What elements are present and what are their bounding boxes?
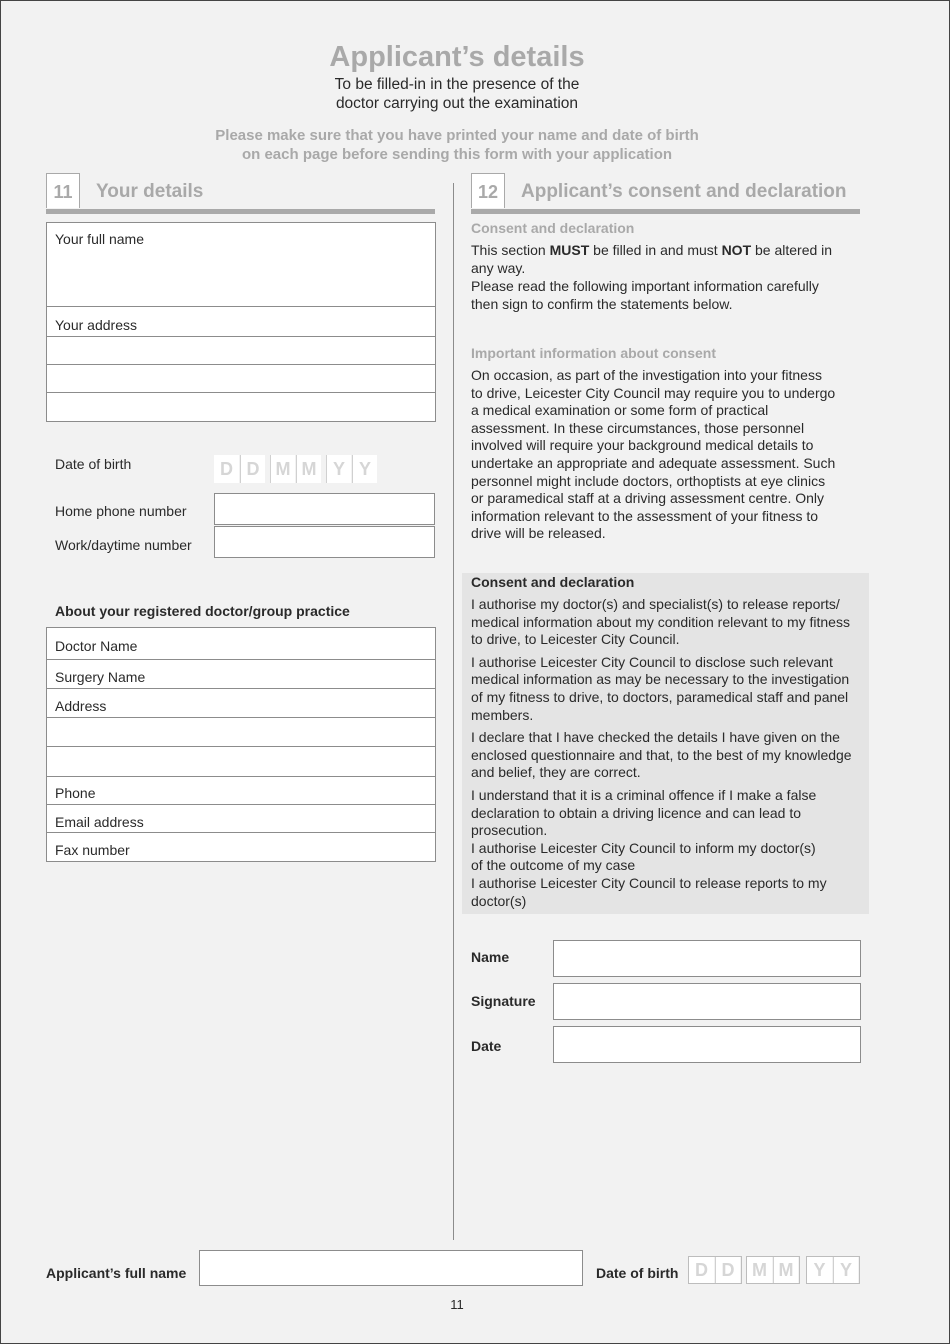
footer-dob-day-group	[688, 1256, 742, 1284]
doctor-email-field[interactable]	[47, 804, 435, 832]
page-title: Applicant’s details	[329, 41, 585, 73]
work-phone-field[interactable]	[214, 526, 435, 558]
full-name-label: Your full name	[55, 231, 144, 247]
dob-label: Date of birth	[55, 456, 132, 472]
subtitle-line-1: To be filled-in in the presence of the	[334, 76, 580, 93]
important-info-text: On occasion, as part of the investigation into your fitness to drive, Leicester City Council may require you to undergo a medical examination or some form of practical assessment. In these circumstances, those personnel involved will require your background medical details to undertake an appropriate and adequate assessment. Such personnel might include doctors, orthoptists at eye clinics or paramedical staff at a driving assessment centre. Only information relevant to the assessment of your fitness to drive will be released.	[471, 367, 836, 542]
footer-dob-year-group	[806, 1256, 860, 1284]
doctor-address-line-3-field[interactable]	[47, 746, 435, 776]
doctor-fax-label: Fax number	[55, 842, 130, 858]
section-12-number: 12	[471, 173, 505, 208]
must-text-mid: be filled in and must	[589, 242, 722, 258]
notice-line-2: on each page before sending this form with your application	[241, 146, 673, 163]
notice-line-1: Please make sure that you have printed your name and date of birth	[215, 127, 699, 144]
doctor-address-label: Address	[55, 698, 107, 714]
signature-field[interactable]	[553, 983, 861, 1020]
doctor-email-label: Email address	[55, 814, 144, 830]
print-notice	[1, 126, 913, 164]
dob-day-group	[214, 455, 266, 483]
surgery-name-label: Surgery Name	[55, 669, 146, 685]
dob-month-1[interactable]: M	[270, 455, 295, 483]
doctor-name-label: Doctor Name	[55, 638, 138, 654]
doctor-address-line-1-field[interactable]	[47, 688, 435, 717]
doctor-phone-label: Phone	[55, 785, 96, 801]
doctor-fax-field[interactable]	[47, 832, 435, 861]
footer-dob-year-2[interactable]: Y	[833, 1257, 858, 1283]
page-subtitle	[1, 75, 913, 113]
dob-day-2[interactable]: D	[240, 455, 265, 483]
dob-day-1[interactable]: D	[214, 455, 239, 483]
dob-input[interactable]	[214, 455, 379, 483]
section-12-title: Applicant’s consent and declaration	[521, 181, 847, 202]
footer-dob-month-2[interactable]: M	[773, 1257, 798, 1283]
footer-dob-day-1[interactable]: D	[689, 1257, 714, 1283]
declaration-item: I understand that it is a criminal offence if I make a false declaration to obtain a driving licence and can lead to prosecution.	[471, 786, 817, 839]
work-phone-label: Work/daytime number	[55, 537, 192, 553]
declaration-item: I authorise Leicester City Council to inform my doctor(s) of the outcome of my case	[471, 839, 816, 874]
doctor-name-field[interactable]	[47, 628, 435, 659]
signature-label: Signature	[471, 993, 536, 1009]
address-line-4-field[interactable]	[47, 392, 435, 421]
address-line-3-field[interactable]	[47, 364, 435, 392]
footer-dob-month-group	[746, 1256, 800, 1284]
signature-date-field[interactable]	[553, 1026, 861, 1063]
section-11-number: 11	[46, 173, 80, 208]
footer-dob-month-1[interactable]: M	[747, 1257, 772, 1283]
signatory-name-field[interactable]	[553, 940, 861, 977]
doctor-section-heading: About your registered doctor/group practice	[55, 603, 350, 619]
doctor-phone-field[interactable]	[47, 776, 435, 804]
home-phone-label: Home phone number	[55, 503, 187, 519]
column-divider	[453, 183, 454, 1240]
important-info-heading: Important information about consent	[471, 345, 716, 361]
section-11-header	[46, 173, 435, 214]
must-emphasis: MUST	[549, 242, 590, 258]
home-phone-field[interactable]	[214, 493, 435, 525]
read-instruction: Please read the following important information carefully then sign to confirm the statements below.	[471, 278, 819, 312]
full-name-field[interactable]	[47, 223, 435, 306]
page-number: 11	[450, 1297, 464, 1312]
dob-year-2[interactable]: Y	[352, 455, 377, 483]
footer-full-name-label: Applicant’s full name	[46, 1265, 187, 1281]
declaration-item: I authorise Leicester City Council to release reports to my doctor(s)	[471, 874, 827, 909]
signature-date-label: Date	[471, 1038, 502, 1054]
surgery-name-field[interactable]	[47, 659, 435, 688]
footer-dob-input[interactable]	[688, 1256, 860, 1284]
section-11-title: Your details	[96, 181, 204, 202]
declaration-item: I declare that I have checked the details I have given on the enclosed questionnaire and that, to the best of my knowledge and belief, they are correct.	[471, 729, 852, 781]
section-12-header	[471, 173, 860, 214]
address-label: Your address	[55, 317, 137, 333]
not-emphasis: NOT	[721, 242, 752, 258]
footer-full-name-field[interactable]	[199, 1250, 583, 1286]
address-line-1-field[interactable]	[47, 306, 435, 336]
dob-year-group	[326, 455, 378, 483]
footer-dob-year-1[interactable]: Y	[807, 1257, 832, 1283]
must-text-pre: This section	[471, 242, 550, 258]
declaration-statements	[471, 596, 861, 910]
signatory-name-label: Name	[471, 949, 510, 965]
consent-subheading: Consent and declaration	[471, 220, 635, 236]
declaration-item: I authorise Leicester City Council to disclose such relevant medical information as may be necessary to the investigation of my fitness to drive, to doctors, paramedical staff and panel members.	[471, 653, 850, 723]
subtitle-line-2: doctor carrying out the examination	[335, 95, 579, 112]
doctor-address-line-2-field[interactable]	[47, 717, 435, 746]
must-text-post: be altered in any way.	[471, 242, 833, 276]
doctor-details-box	[46, 627, 436, 862]
personal-details-box	[46, 222, 436, 422]
footer-dob-day-2[interactable]: D	[715, 1257, 740, 1283]
declaration-item: I authorise my doctor(s) and specialist(s) to release reports/ medical information about my condition relevant to my fitness to drive, to Leicester City Council.	[471, 596, 850, 648]
footer-dob-label: Date of birth	[596, 1265, 679, 1281]
dob-year-1[interactable]: Y	[326, 455, 351, 483]
declaration-heading: Consent and declaration	[471, 574, 635, 590]
dob-month-2[interactable]: M	[296, 455, 321, 483]
dob-month-group	[270, 455, 322, 483]
address-line-2-field[interactable]	[47, 336, 435, 364]
must-statement	[471, 242, 841, 277]
